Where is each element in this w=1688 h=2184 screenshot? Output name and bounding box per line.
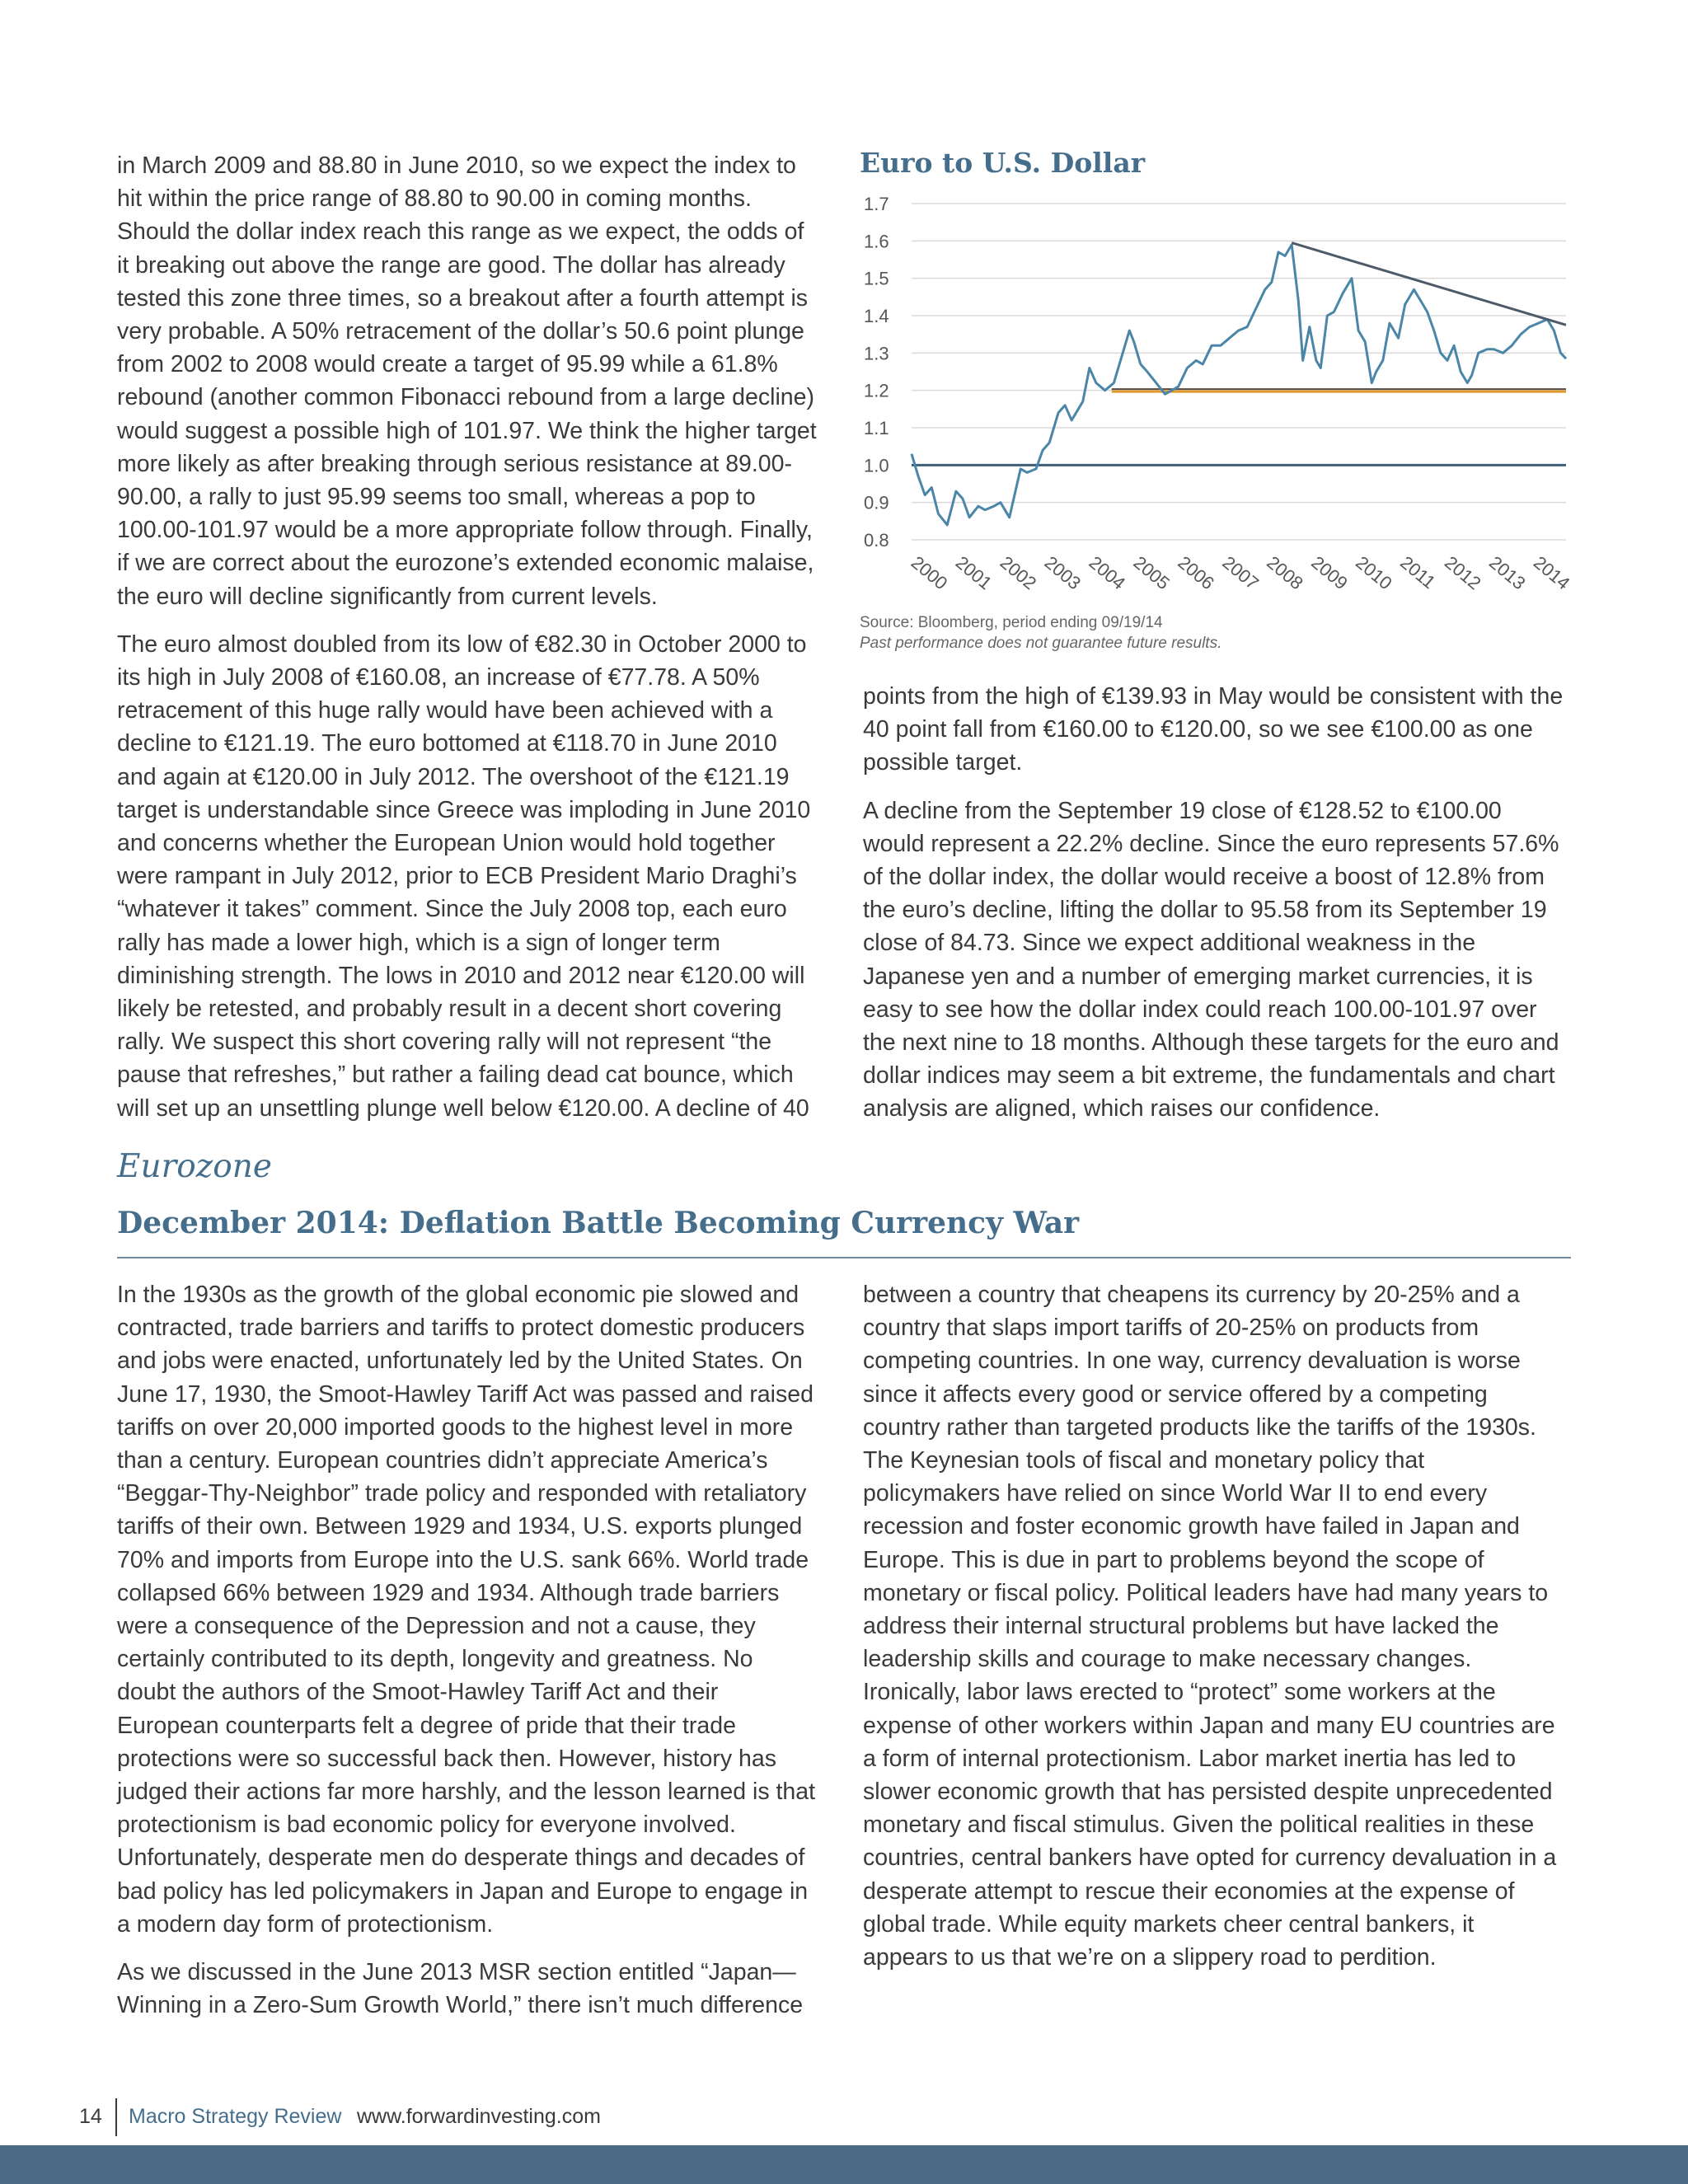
bottom-right-column <box>863 1278 1564 1989</box>
y-tick-label: 1.7 <box>864 194 889 214</box>
section-divider <box>117 1257 1571 1258</box>
publication-name: Macro Strategy Review <box>129 2105 342 2128</box>
paragraph: between a country that cheapens its currency by 20-25% and a country that slaps import tariffs of 20-25% on products from competing countries. In one way, currency devaluation is worse since it affects every good or service offered by a competing country rather than targeted products like the tariffs of the 1930s. The Keynesian tools of fiscal and monetary policy that policymakers have relied on since World War II to end every recession and foster economic growth have failed in Japan and Europe. This is due in part to problems beyond the scope of monetary or fiscal policy. Political leaders have had many years to address their internal structural problems but have lacked the leadership skills and courage to make necessary changes. Ironically, labor laws erected to “protect” some workers at the expense of other workers within Japan and many EU countries are a form of internal protectionism. Labor market inertia has led to slower economic growth that has persisted despite unprecedented monetary and fiscal stimulus. Given the political realities in these countries, central bankers have opted for currency devaluation in a desperate attempt to rescue their economies at the expense of global trade. While equity markets cheer central bankers, it appears to us that we’re on a slippery road to perdition. <box>863 1282 1557 1971</box>
website-link[interactable]: www.forwardinvesting.com <box>357 2105 601 2128</box>
section-kicker: Eurozone <box>117 1148 272 1185</box>
x-axis-ticks <box>907 552 1574 594</box>
x-tick-label: 2011 <box>1396 551 1440 593</box>
y-tick-label: 0.8 <box>864 530 889 551</box>
y-tick-label: 1.0 <box>864 455 889 476</box>
top-left-column <box>117 149 818 1140</box>
series-line-eur-usd <box>912 245 1566 525</box>
paragraph: As we discussed in the June 2013 MSR section entitled “Japan—Winning in a Zero-Sum Growth World,” there isn’t much difference <box>117 1959 804 2019</box>
chart-source: Source: Bloomberg, period ending 09/19/14 <box>860 614 1163 631</box>
paragraph: The euro almost doubled from its low of €82.30 in October 2000 to its high in July 2008 of €160.08, an increase of €77.78. A 50% retracement of this huge rally would have been achieved with a decline to €121.19. The euro bottomed at €118.70 in June 2010 and again at €120.00 in July 2012. The overshoot of the €121.19 target is understandable since Greece was imploding in June 2010 and concerns whether the European Union would hold together were rampant in July 2012, prior to ECB President Mario Draghi’s “whatever it takes” comment. Since the July 2008 top, each euro rally has made a lower high, which is a sign of longer term diminishing strength. The lows in 2010 and 2012 near €120.00 will likely be retested, and probably result in a decent short covering rally. We suspect this short covering rally will not represent “the pause that refreshes,” but rather a failing dead cat bounce, which will set up an unsettling plunge well below €120.00. A decline of 40 <box>117 630 811 1122</box>
section-title: December 2014: Deflation Battle Becoming Currency War <box>117 1206 1080 1240</box>
paragraph: In the 1930s as the growth of the global economic pie slowed and contracted, trade barriers and tariffs to protect domestic producers and jobs were enacted, unfortunately led by the United States. On June 17, 1930, the Smoot-Hawley Tariff Act was passed and raised tariffs on over 20,000 imported goods to the highest level in more than a century. European countries didn’t appreciate America’s “Beggar-Thy-Neighbor” trade policy and responded with retaliatory tariffs of their own. Between 1929 and 1934, U.S. exports plunged 70% and imports from Europe into the U.S. sank 66%. World trade collapsed 66% between 1929 and 1934. Although trade barriers were a consequence of the Depression and not a cause, they certainly contributed to its depth, longevity and greatness. No doubt the authors of the Smoot-Hawley Tariff Act and their European counterparts felt a degree of pride that their trade protections were so successful back then. However, history has judged their actions far more harshly, and the lesson learned is that protectionism is bad economic policy for everyone involved. Unfortunately, desperate men do desperate things and decades of bad policy has led policymakers in Japan and Europe to engage in a modern day form of protectionism. <box>117 1282 816 1938</box>
x-tick-label: 2002 <box>996 551 1041 594</box>
x-tick-label: 2009 <box>1307 551 1352 594</box>
chart-grid <box>912 204 1566 540</box>
x-tick-label: 2014 <box>1529 551 1574 594</box>
y-tick-label: 1.3 <box>864 343 889 364</box>
x-tick-label: 2005 <box>1129 551 1175 594</box>
top-right-column <box>863 680 1564 1141</box>
bottom-color-band <box>0 2145 1688 2184</box>
y-tick-label: 1.1 <box>864 418 889 438</box>
x-tick-label: 2013 <box>1485 551 1530 594</box>
chart-series <box>912 243 1566 525</box>
y-tick-label: 1.6 <box>864 231 889 252</box>
x-tick-label: 2007 <box>1218 551 1263 594</box>
x-tick-label: 2000 <box>907 551 952 594</box>
chart-source-note <box>860 612 1221 654</box>
x-tick-label: 2003 <box>1040 551 1085 594</box>
chart-title: Euro to U.S. Dollar <box>860 147 1146 179</box>
page-number: 14 <box>79 2105 102 2128</box>
y-tick-label: 1.4 <box>864 306 889 326</box>
x-tick-label: 2012 <box>1441 551 1485 594</box>
paragraph: A decline from the September 19 close of €128.52 to €100.00 would represent a 22.2% decline. Since the euro represents 57.6% of the dollar index, the dollar would receive a boost of 12.8% from the euro’s decline, lifting the dollar to 95.58 from its September 19 close of 84.73. Since we expect additional weakness in the Japanese yen and a number of emerging market currencies, it is easy to see how the dollar index could reach 100.00-101.97 over the next nine to 18 months. Although these targets for the euro and dollar indices may seem a bit extreme, the fundamentals and chart analysis are aligned, which raises our confidence. <box>863 797 1559 1122</box>
footer-divider <box>115 2098 117 2136</box>
chart-disclaimer: Past performance does not guarantee future results. <box>860 635 1222 652</box>
bottom-left-column <box>117 1278 818 2036</box>
y-tick-label: 0.9 <box>864 492 889 513</box>
x-tick-label: 2006 <box>1174 551 1218 594</box>
y-tick-label: 1.5 <box>864 268 889 289</box>
x-tick-label: 2008 <box>1263 551 1307 594</box>
paragraph: in March 2009 and 88.80 in June 2010, so we expect the index to hit within the price range of 88.80 to 90.00 in coming months. Should the dollar index reach this range as we expect, the odds of it breaking out above the range are good. The dollar has already tested this zone three times, so a breakout after a fourth attempt is very probable. A 50% retracement of the dollar’s 50.6 point plunge from 2002 to 2008 would create a target of 95.99 while a 61.8% rebound (another common Fibonacci rebound from a large decline) would suggest a possible high of 101.97. We think the higher target more likely as after breaking through serious resistance at 89.00-90.00, a rally to just 95.99 seems too small, whereas a pop to 100.00-101.97 would be a more appropriate follow through. Finally, if we are correct about the eurozone’s extended economic malaise, the euro will decline significantly from current levels. <box>117 152 817 610</box>
paragraph: points from the high of €139.93 in May would be consistent with the 40 point fall from €160.00 to €120.00, so we see €100.00 as one possible target. <box>863 683 1564 776</box>
x-tick-label: 2010 <box>1352 551 1396 594</box>
y-tick-label: 1.2 <box>864 380 889 401</box>
x-tick-label: 2004 <box>1085 551 1130 594</box>
y-axis-ticks <box>864 194 889 551</box>
x-tick-label: 2001 <box>951 551 996 594</box>
euro-usd-chart <box>849 185 1574 606</box>
